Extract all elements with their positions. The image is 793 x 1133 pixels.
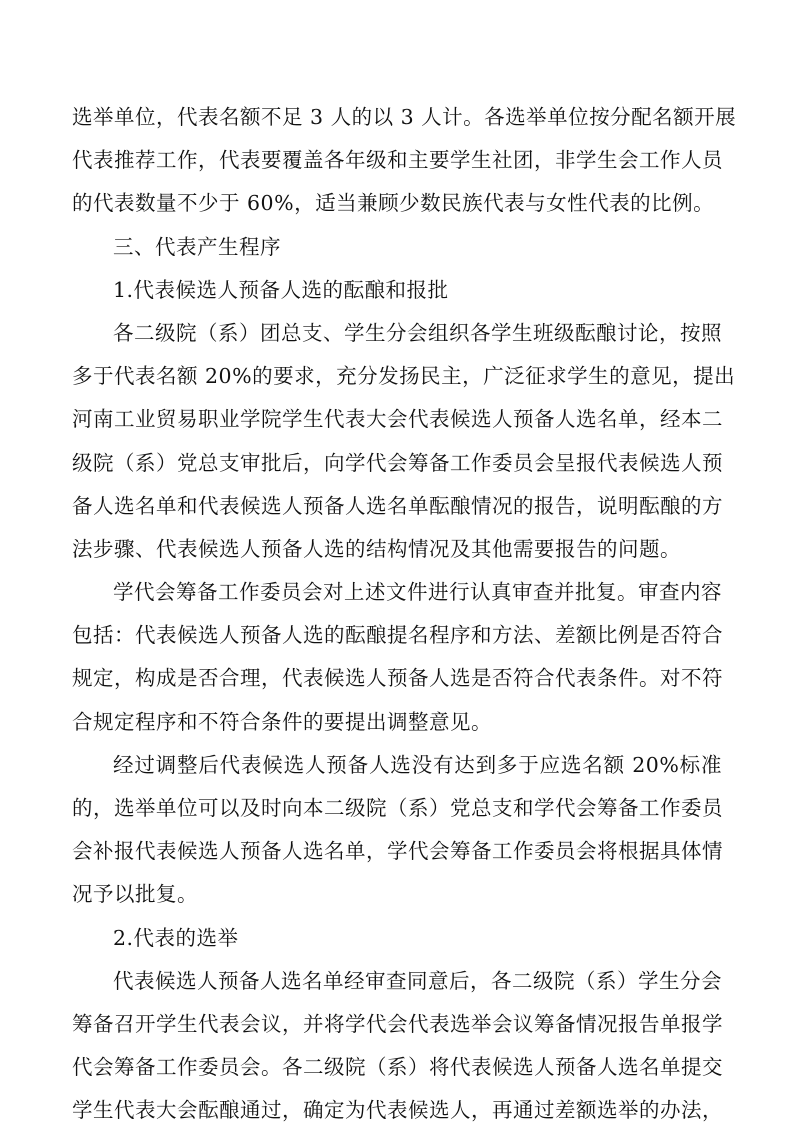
paragraph-1	[72, 312, 736, 571]
text-line: 合规定程序和不符合条件的要提出调整意见。	[72, 709, 492, 734]
text-line: 代表推荐工作，代表要覆盖各年级和主要学生社团，非学生会工作人员	[72, 148, 723, 173]
section-heading: 三、代表产生程序	[113, 234, 281, 259]
text-line: 学代会筹备工作委员会对上述文件进行认真审查并批复。审查内容	[113, 580, 722, 605]
text-line: 包括：代表候选人预备人选的酝酿提名程序和方法、差额比例是否符合	[72, 623, 723, 648]
text-line: 会补报代表候选人预备人选名单，学代会筹备工作委员会将根据具体情	[72, 839, 723, 864]
text-line: 的，选举单位可以及时向本二级院（系）党总支和学代会筹备工作委员	[72, 796, 723, 820]
paragraph-2	[72, 571, 722, 744]
paragraph-intro	[72, 96, 737, 226]
text-line: 备人选名单和代表候选人预备人选名单酝酿情况的报告，说明酝酿的方	[72, 493, 723, 518]
subsection-heading-1: 1.代表候选人预备人选的酝酿和报批	[113, 277, 449, 302]
text-line: 多于代表名额 20%的要求，充分发扬民主，广泛征求学生的意见，提出	[72, 364, 736, 389]
text-line: 规定，构成是否合理，代表候选人预备人选是否符合代表条件。对不符	[72, 666, 723, 691]
text-line: 选举单位，代表名额不足 3 人的以 3 人计。各选举单位按分配名额开展	[72, 105, 737, 129]
text-line: 法步骤、代表候选人预备人选的结构情况及其他需要报告的问题。	[72, 536, 681, 561]
text-line: 代表候选人预备人选名单经审查同意后，各二级院（系）学生分会	[113, 968, 722, 993]
paragraph-3	[72, 744, 722, 917]
text-line: 代会筹备工作委员会。各二级院（系）将代表候选人预备人选名单提交	[72, 1055, 723, 1080]
text-line: 筹备召开学生代表会议，并将学代会代表选举会议筹备情况报告单报学	[72, 1011, 723, 1036]
text-line: 级院（系）党总支审批后，向学代会筹备工作委员会呈报代表候选人预	[72, 450, 723, 475]
text-line: 况予以批复。	[72, 882, 198, 907]
document-page	[72, 96, 737, 1133]
text-line: 学生代表大会酝酿通过，确定为代表候选人，再通过差额选举的办法，	[72, 1098, 723, 1123]
text-line: 的代表数量不少于 60%，适当兼顾少数民族代表与女性代表的比例。	[72, 191, 715, 216]
text-line: 各二级院（系）团总支、学生分会组织各学生班级酝酿讨论，按照	[113, 320, 722, 345]
paragraph-4	[72, 960, 722, 1133]
subsection-heading-2: 2.代表的选举	[113, 925, 239, 950]
text-line: 经过调整后代表候选人预备人选没有达到多于应选名额 20%标准	[113, 752, 722, 777]
text-line: 河南工业贸易职业学院学生代表大会代表候选人预备人选名单，经本二	[72, 407, 723, 432]
